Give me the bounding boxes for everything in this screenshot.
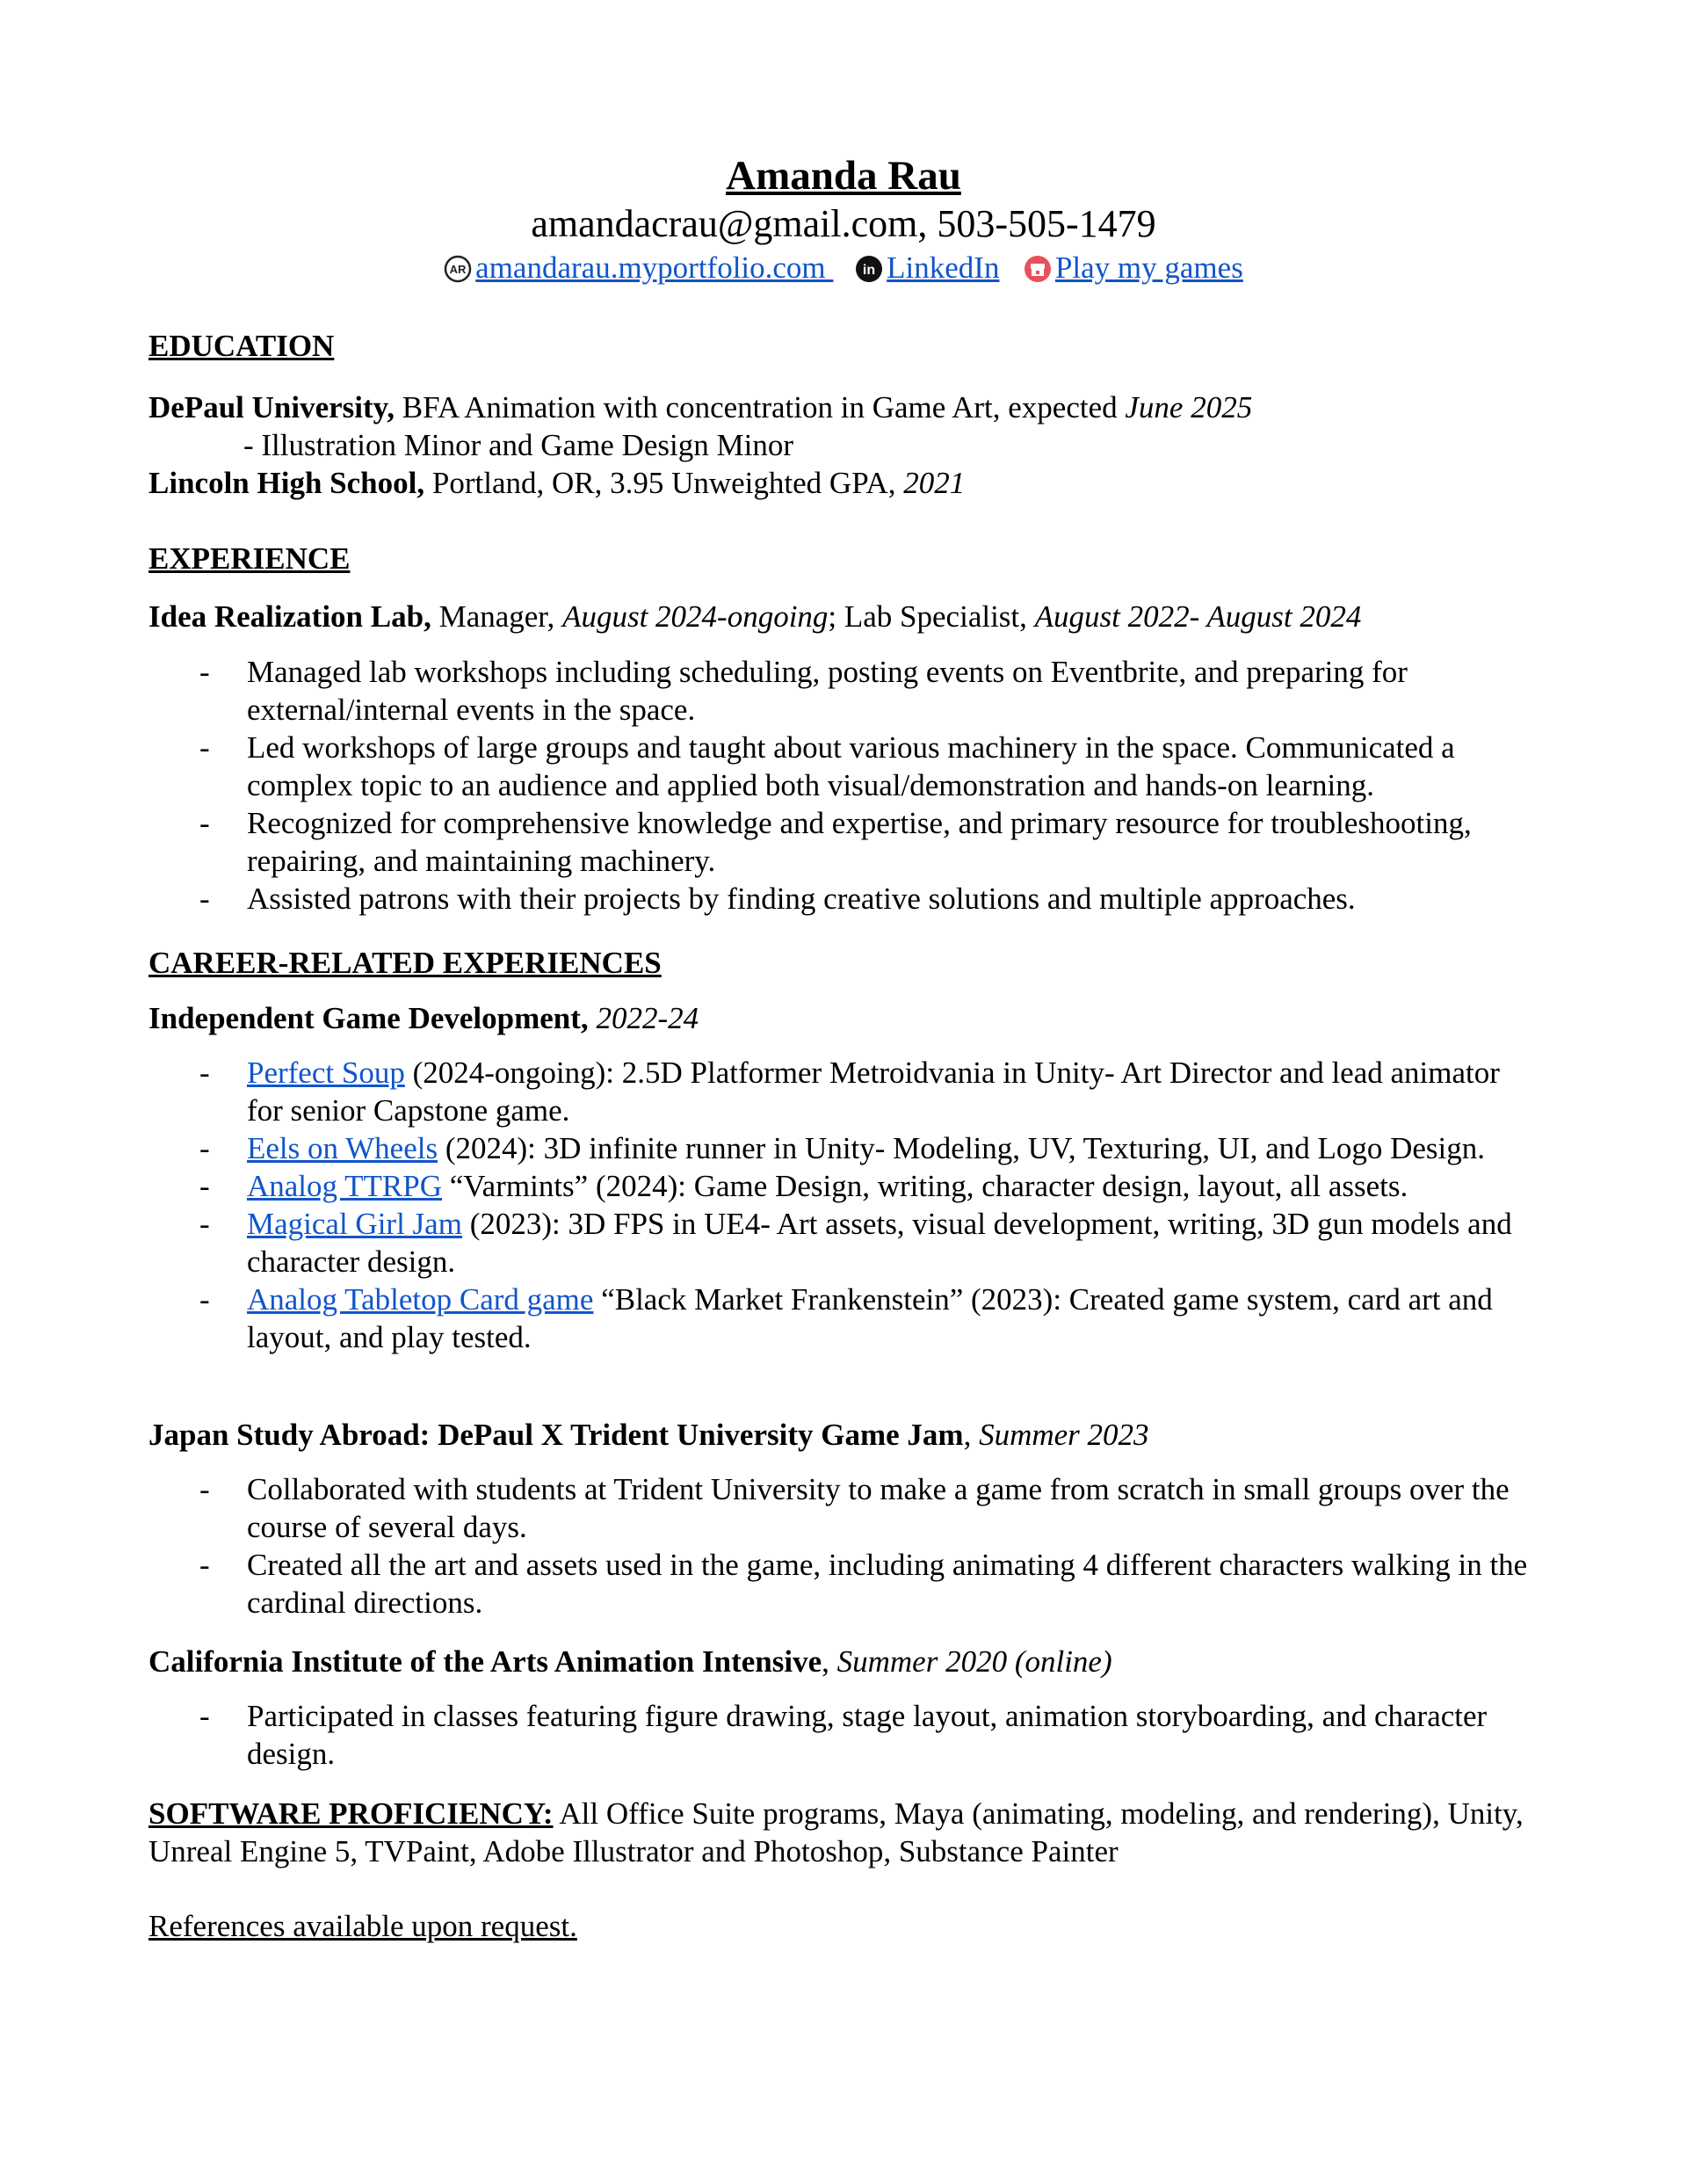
role-date: 2022-24 [588,1001,699,1035]
job-header [148,1416,1537,1454]
analog-ttrpg-link[interactable]: Analog TTRPG [247,1169,442,1203]
references-note: References available upon request. [148,1909,577,1943]
education-section [148,388,1537,502]
role-date: August 2024-ongoing [562,599,829,634]
degree-text: BFA Animation with concentration in Game Art, expected [394,390,1126,424]
project-description: (2024): 3D infinite runner in Unity- Modeling, UV, Texturing, UI, and Logo Design. [438,1131,1486,1165]
project-description: “Black Market Frankenstein” (2023): Created game system, card art and layout, and play tested. [247,1282,1493,1354]
indie-section [148,999,1537,1356]
experience-heading: EXPERIENCE [148,541,351,576]
list-item [148,1167,1537,1205]
linkedin-icon [855,254,883,293]
education-heading: EDUCATION [148,329,335,363]
japan-bullets [148,1470,1537,1622]
org-name: Japan Study Abroad: DePaul X Trident University Game Jam [148,1418,964,1452]
job-header [148,1643,1537,1680]
experience-bullets [148,653,1537,918]
experience-section [148,598,1537,918]
list-item: - Created all the art and assets used in the game, including animating 4 different characters walking in the cardinal directions. [148,1546,1537,1622]
list-item: - Led workshops of large groups and taught about various machinery in the space. Communicated a complex topic to an audience and applied both visual/demonstration and hands-on learning. [148,729,1537,804]
calarts-bullets [148,1697,1537,1773]
japan-section [148,1416,1537,1622]
job-header [148,598,1537,635]
role-date: Summer 2020 (online) [836,1644,1112,1679]
portfolio-link[interactable]: amandarau.myportfolio.com [475,250,834,285]
list-item [148,1281,1537,1356]
list-item: - Collaborated with students at Trident University to make a game from scratch in small groups over the course of several days. [148,1470,1537,1546]
org-name: Idea Realization Lab, [148,599,431,634]
eels-on-wheels-link[interactable]: Eels on Wheels [247,1131,438,1165]
career-heading: CAREER-RELATED EXPERIENCES [148,946,662,980]
list-item [148,1054,1537,1129]
graduation-date: June 2025 [1125,390,1253,424]
list-item: - Participated in classes featuring figure drawing, stage layout, animation storyboarding, and character design. [148,1697,1537,1773]
job-header [148,999,1537,1037]
indie-bullets [148,1054,1537,1356]
separator: , [963,1418,980,1452]
separator: , [822,1644,837,1679]
org-name: California Institute of the Arts Animation Intensive [148,1644,822,1679]
perfect-soup-link[interactable]: Perfect Soup [247,1056,405,1090]
calarts-section [148,1643,1537,1773]
education-lincoln [148,464,1537,502]
portfolio-logo-icon [444,254,472,293]
role-text: Manager, [431,599,563,634]
education-minor: - Illustration Minor and Game Design Minor [243,428,794,462]
svg-text:in: in [863,263,876,278]
analog-card-game-link[interactable]: Analog Tabletop Card game [247,1282,594,1317]
svg-text:AR: AR [449,263,467,276]
list-item: - Recognized for comprehensive knowledge and expertise, and primary resource for troubleshooting, repairing, and maintaining machinery. [148,804,1537,880]
linkedin-link[interactable]: LinkedIn [887,250,1000,285]
role-date: August 2022- August 2024 [1034,599,1362,634]
school-name: Lincoln High School, [148,466,425,500]
school-details: Portland, OR, 3.95 Unweighted GPA, [424,466,904,500]
project-description: “Varmints” (2024): Game Design, writing, character design, layout, all assets. [442,1169,1408,1203]
education-depaul [148,388,1537,426]
role-text: ; Lab Specialist, [828,599,1035,634]
org-name: Independent Game Development, [148,1001,589,1035]
role-date: Summer 2023 [979,1418,1149,1452]
itch-io-icon [1024,254,1052,293]
games-link[interactable]: Play my games [1054,250,1243,285]
software-heading: SOFTWARE PROFICIENCY: [148,1796,554,1831]
software-text [148,1795,1537,1870]
project-description: (2023): 3D FPS in UE4- Art assets, visual development, writing, 3D gun models and character design. [247,1207,1512,1279]
links-row [148,249,1539,293]
references-section [148,1907,1537,1945]
school-name: DePaul University, [148,390,395,424]
list-item: - Assisted patrons with their projects by finding creative solutions and multiple approaches. [148,880,1537,918]
contact-info: amandacrau@gmail.com, 503-505-1479 [531,202,1156,245]
project-description: (2024-ongoing): 2.5D Platformer Metroidvania in Unity- Art Director and lead animator for senior Capstone game. [247,1056,1500,1128]
resume-name: Amanda Rau [726,153,961,199]
list-item [148,1129,1537,1167]
list-item: - Managed lab workshops including scheduling, posting events on Eventbrite, and preparing for external/internal events in the space. [148,653,1537,729]
magical-girl-jam-link[interactable]: Magical Girl Jam [247,1207,462,1241]
list-item [148,1205,1537,1281]
graduation-date: 2021 [903,466,966,500]
software-list: All Office Suite programs, Maya (animating, modeling, and rendering), Unity, Unreal Engine 5, TVPaint, Adobe Illustrator and Photoshop, Substance Painter [148,1796,1524,1868]
software-section [148,1795,1537,1870]
